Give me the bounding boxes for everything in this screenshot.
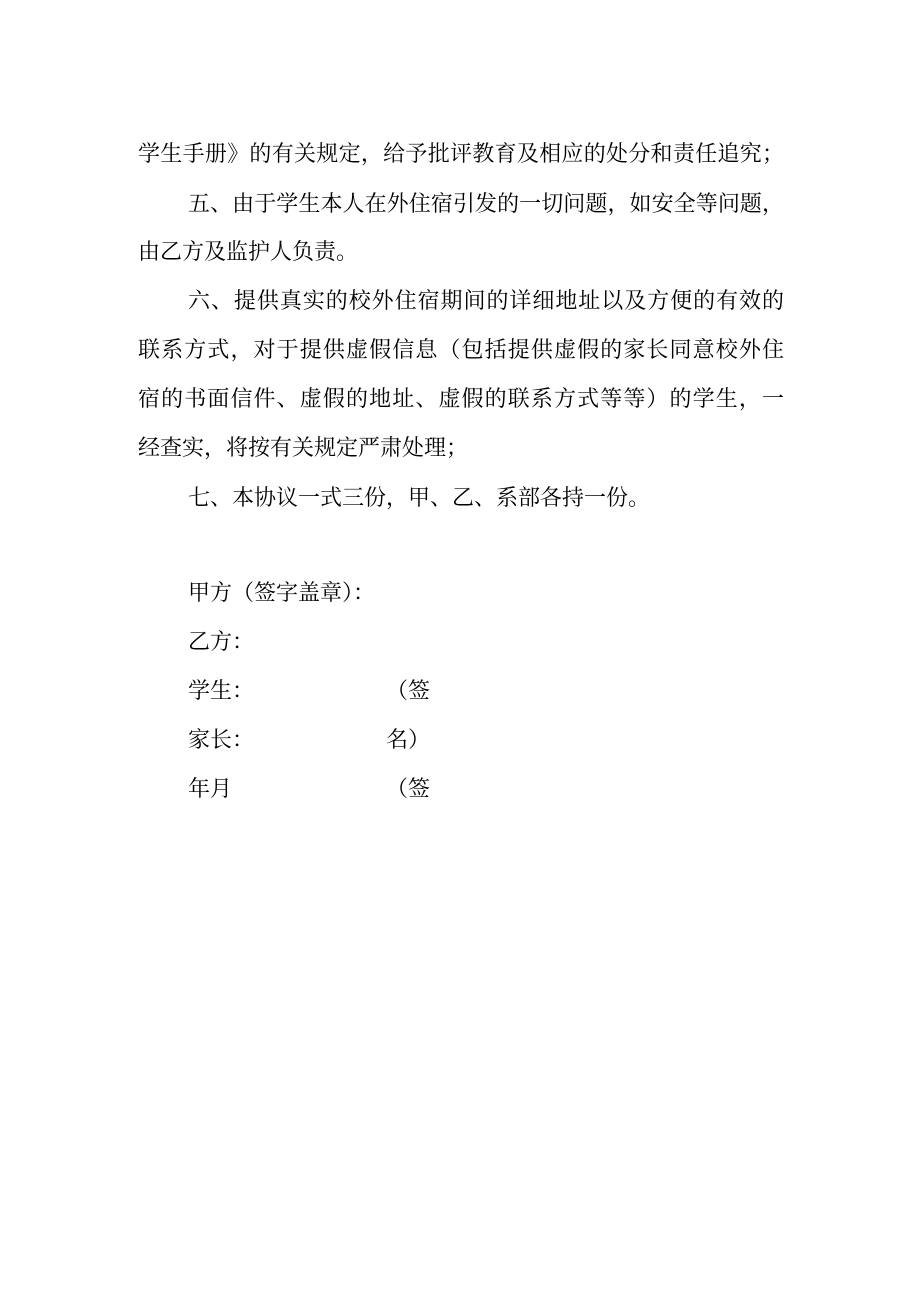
paragraph-line: 七、本协议一式三份，甲、乙、系部各持一份。 [188,486,651,511]
paragraph-line: 六、提供真实的校外住宿期间的详细地址以及方便的有效的 [188,289,784,314]
paragraph-line: 由乙方及监护人负责。 [138,240,359,265]
student-label: 学生： [188,679,255,704]
date-label: 年月 [188,777,233,802]
signature-note: 名） [386,728,431,753]
signature-note: （签 [386,777,431,802]
paragraph-line: 联系方式，对于提供虚假信息（包括提供虚假的家长同意校外住 [138,338,784,363]
parent-label: 家长： [188,728,255,753]
party-b-label: 乙方： [188,630,255,655]
party-a-label: 甲方（签字盖章）： [188,581,376,606]
paragraph-line: 学生手册》的有关规定，给予批评教育及相应的处分和责任追究； [138,142,784,167]
signature-note: （签 [386,679,431,704]
paragraph-line: 经查实，将按有关规定严肃处理； [138,436,469,461]
paragraph-line: 五、由于学生本人在外住宿引发的一切问题，如安全等问题， [188,192,784,217]
paragraph-line: 宿的书面信件、虚假的地址、虚假的联系方式等等）的学生，一 [138,387,784,412]
